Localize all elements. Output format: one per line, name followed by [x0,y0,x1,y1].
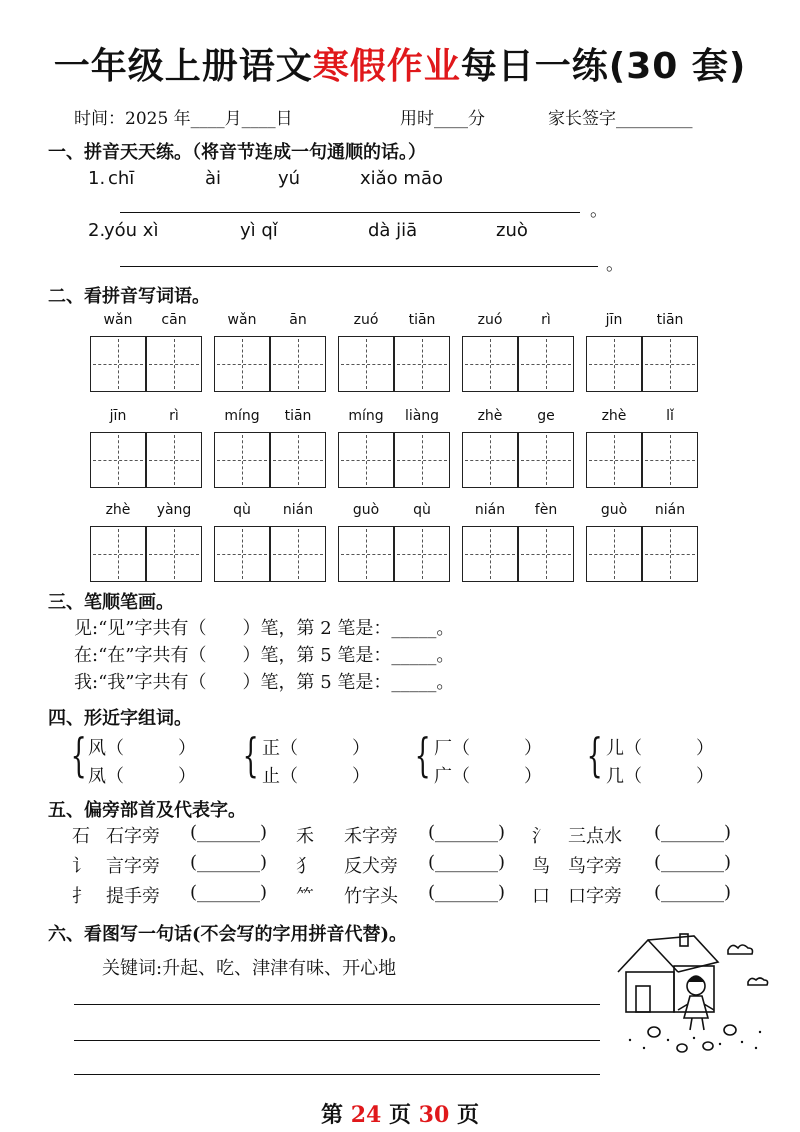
house-girl-illustration [610,928,780,1058]
radical-blank[interactable]: (_______) [428,852,506,873]
radical-name: 石字旁 [106,826,160,847]
grid-pinyin: lǐ [666,408,674,424]
radical-name: 鸟字旁 [568,856,622,877]
answer-line-2[interactable] [120,266,598,267]
grid-pinyin: jīn [605,312,623,328]
tianzige-cell[interactable] [462,526,518,582]
tianzige-cell[interactable] [214,526,270,582]
word-grid[interactable] [462,526,574,582]
brace-icon: { [70,728,87,782]
radical: 石 [72,826,90,847]
radical-blank[interactable]: (_______) [190,822,268,843]
word-grid[interactable] [338,526,450,582]
pinyin-q1-syllable: ài [205,168,222,189]
tianzige-cell[interactable] [90,432,146,488]
grid-pinyin: tiān [408,312,436,328]
answer-line-2-period: 。 [606,254,624,275]
grid-pinyin: zhè [105,502,131,518]
pinyin-q1-syllable: xiǎo māo [360,168,443,189]
similar-char-pair: 止（ ） [262,766,370,787]
radical: 禾 [296,826,314,847]
word-grid[interactable] [586,432,698,488]
word-grid[interactable] [90,526,202,582]
parent-signature-field: 家长签字_________ [548,109,693,129]
tianzige-cell[interactable] [90,336,146,392]
pinyin-q1-syllable: yú [278,168,301,189]
grid-pinyin: jīn [109,408,127,424]
tianzige-cell[interactable] [462,432,518,488]
title-highlight: 寒假作业 [312,46,461,87]
grid-pinyin: cān [161,312,187,328]
answer-line-1[interactable] [120,212,580,213]
title-prefix: 一年级上册语文 [53,46,313,87]
similar-char-pair: 凤（ ） [88,766,196,787]
footer-middle: 页 [388,1102,411,1128]
tianzige-cell[interactable] [518,526,574,582]
grid-pinyin: zuó [477,312,503,328]
tianzige-cell[interactable] [394,526,450,582]
keywords: 关键词:升起、吃、津津有味、开心地 [102,958,397,979]
radical-blank[interactable]: (_______) [190,882,268,903]
pinyin-q2-syllable: yóu xì [104,220,159,241]
tianzige-cell[interactable] [394,336,450,392]
word-grid[interactable] [462,432,574,488]
brace-icon: { [242,728,259,782]
stroke-question: 我:“我”字共有（ ）笔，第 5 笔是：_____。 [74,672,455,693]
word-grid[interactable] [586,336,698,392]
grid-pinyin: ān [289,312,307,328]
brace-icon: { [414,728,431,782]
tianzige-cell[interactable] [586,432,642,488]
radical-blank[interactable]: (_______) [654,852,732,873]
grid-pinyin: zhè [601,408,627,424]
word-grid[interactable] [338,432,450,488]
tianzige-cell[interactable] [146,432,202,488]
tianzige-cell[interactable] [586,526,642,582]
stroke-question: 在:“在”字共有（ ）笔，第 5 笔是：_____。 [74,645,455,666]
grid-pinyin: nián [654,502,686,518]
radical-name: 禾字旁 [344,826,398,847]
radical-blank[interactable]: (_______) [654,882,732,903]
page-title [0,38,800,89]
word-grid[interactable] [338,336,450,392]
grid-pinyin: tiān [656,312,684,328]
pinyin-q2-syllable: yì qǐ [240,220,278,241]
grid-pinyin: wǎn [103,312,133,328]
section-3-heading: 三、笔顺笔画。 [48,592,174,613]
grid-pinyin: guò [600,502,628,518]
tianzige-cell[interactable] [394,432,450,488]
tianzige-cell[interactable] [518,336,574,392]
tianzige-cell[interactable] [146,526,202,582]
word-grid[interactable] [586,526,698,582]
radical: 鸟 [532,856,550,877]
grid-pinyin: ge [537,408,555,424]
tianzige-cell[interactable] [270,526,326,582]
grid-pinyin: nián [474,502,506,518]
grid-pinyin: liàng [404,408,440,424]
radical-blank[interactable]: (_______) [190,852,268,873]
radical-blank[interactable]: (_______) [428,822,506,843]
word-grid[interactable] [214,432,326,488]
tianzige-cell[interactable] [270,336,326,392]
grid-pinyin: zuó [353,312,379,328]
word-grid[interactable] [462,336,574,392]
tianzige-cell[interactable] [586,336,642,392]
tianzige-cell[interactable] [642,526,698,582]
tianzige-cell[interactable] [462,336,518,392]
section-2-heading: 二、看拼音写词语。 [48,286,210,307]
radical: 犭 [296,856,314,877]
radical-blank[interactable]: (_______) [428,882,506,903]
tianzige-cell[interactable] [338,526,394,582]
section-4-heading: 四、形近字组词。 [48,708,192,729]
grid-pinyin: míng [348,408,384,424]
writing-line[interactable] [74,1074,600,1075]
footer-prefix: 第 [321,1102,344,1128]
grid-pinyin: nián [282,502,314,518]
current-page: 24 [350,1102,382,1128]
radical-name: 口字旁 [568,886,622,907]
stroke-question: 见:“见”字共有（ ）笔，第 2 笔是：_____。 [74,618,455,639]
tianzige-cell[interactable] [642,336,698,392]
section-6-heading: 六、看图写一句话(不会写的字用拼音代替)。 [48,924,408,945]
writing-line[interactable] [74,1040,600,1041]
word-grid[interactable] [214,526,326,582]
radical: 扌 [72,886,90,907]
footer-suffix: 页 [456,1102,479,1128]
grid-pinyin: yàng [156,502,192,518]
radical: 讠 [72,856,90,877]
pinyin-q2-syllable: dà jiā [368,220,418,241]
grid-pinyin: fèn [534,502,558,518]
similar-char-pair: 厂（ ） [434,738,542,759]
tianzige-cell[interactable] [146,336,202,392]
date-field: 时间：2025 年____月____日 [74,109,293,129]
tianzige-cell[interactable] [338,432,394,488]
pinyin-q2-num: 2. [88,220,106,241]
duration-field: 用时____分 [400,109,485,129]
radical: ⺮ [296,886,314,907]
grid-pinyin: tiān [284,408,312,424]
radical: 氵 [532,826,550,847]
word-grid[interactable] [214,336,326,392]
radical-name: 提手旁 [106,886,160,907]
grid-pinyin: rì [541,312,551,328]
grid-pinyin: guò [352,502,380,518]
page-indicator [0,1098,800,1129]
tianzige-cell[interactable] [214,432,270,488]
radical-blank[interactable]: (_______) [654,822,732,843]
grid-pinyin: míng [224,408,260,424]
answer-line-1-period: 。 [590,200,608,221]
word-grid[interactable] [90,432,202,488]
radical-name: 反犬旁 [344,856,398,877]
tianzige-cell[interactable] [270,432,326,488]
tianzige-cell[interactable] [214,336,270,392]
writing-line[interactable] [74,1004,600,1005]
grid-pinyin: rì [169,408,179,424]
tianzige-cell[interactable] [518,432,574,488]
brace-icon: { [586,728,603,782]
pinyin-q2-syllable: zuò [496,220,528,241]
total-pages: 30 [418,1102,450,1128]
pinyin-q1-num: 1. [88,168,106,189]
similar-char-pair: 风（ ） [88,738,196,759]
word-grid[interactable] [90,336,202,392]
grid-pinyin: wǎn [227,312,257,328]
similar-char-pair: 正（ ） [262,738,370,759]
section-5-heading: 五、偏旁部首及代表字。 [48,800,246,821]
pinyin-q1-syllable: chī [108,168,135,189]
grid-pinyin: qù [233,502,251,518]
radical-name: 竹字头 [344,886,398,907]
grid-pinyin: zhè [477,408,503,424]
tianzige-cell[interactable] [338,336,394,392]
tianzige-cell[interactable] [90,526,146,582]
radical: 口 [532,886,550,907]
similar-char-pair: 几（ ） [606,766,714,787]
tianzige-cell[interactable] [642,432,698,488]
grid-pinyin: qù [413,502,431,518]
similar-char-pair: 儿（ ） [606,738,714,759]
radical-name: 言字旁 [106,856,160,877]
section-1-heading: 一、拼音天天练。（将音节连成一句通顺的话。） [48,142,426,163]
title-suffix: 每日一练(30 套) [460,46,747,87]
radical-name: 三点水 [568,826,622,847]
similar-char-pair: 广（ ） [434,766,542,787]
